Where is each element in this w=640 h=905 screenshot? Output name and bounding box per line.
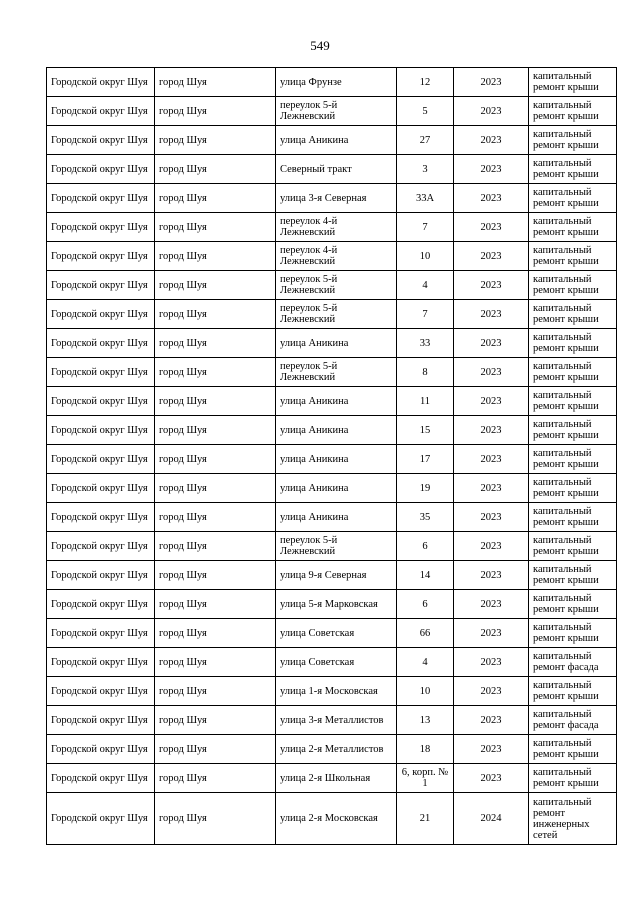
cell-street: переулок 5-й Лежневский <box>276 300 397 329</box>
cell-street: улица Аникина <box>276 416 397 445</box>
cell-city: город Шуя <box>155 764 276 793</box>
cell-street: улица Советская <box>276 648 397 677</box>
cell-district: Городской округ Шуя <box>47 242 155 271</box>
cell-house-number: 33 <box>397 329 454 358</box>
cell-work-type: капитальный ремонт крыши <box>529 416 617 445</box>
cell-year: 2023 <box>454 532 529 561</box>
cell-district: Городской округ Шуя <box>47 706 155 735</box>
table-row <box>47 242 617 271</box>
cell-street: переулок 5-й Лежневский <box>276 358 397 387</box>
cell-city: город Шуя <box>155 271 276 300</box>
cell-street: улица 2-я Школьная <box>276 764 397 793</box>
cell-house-number: 4 <box>397 271 454 300</box>
cell-street: улица 5-я Марковская <box>276 590 397 619</box>
cell-work-type: капитальный ремонт крыши <box>529 97 617 126</box>
cell-district: Городской округ Шуя <box>47 329 155 358</box>
cell-year: 2023 <box>454 271 529 300</box>
cell-year: 2023 <box>454 561 529 590</box>
cell-work-type: капитальный ремонт фасада <box>529 706 617 735</box>
cell-district: Городской округ Шуя <box>47 474 155 503</box>
cell-work-type: капитальный ремонт крыши <box>529 358 617 387</box>
cell-district: Городской округ Шуя <box>47 677 155 706</box>
cell-year: 2023 <box>454 474 529 503</box>
table-row <box>47 445 617 474</box>
cell-house-number: 18 <box>397 735 454 764</box>
cell-work-type: капитальный ремонт фасада <box>529 648 617 677</box>
cell-year: 2023 <box>454 503 529 532</box>
cell-city: город Шуя <box>155 300 276 329</box>
cell-street: улица Советская <box>276 619 397 648</box>
cell-house-number: 7 <box>397 300 454 329</box>
cell-house-number: 33А <box>397 184 454 213</box>
cell-house-number: 6 <box>397 590 454 619</box>
cell-street: переулок 4-й Лежневский <box>276 213 397 242</box>
table-row <box>47 213 617 242</box>
cell-year: 2023 <box>454 648 529 677</box>
cell-house-number: 6, корп. № 1 <box>397 764 454 793</box>
cell-house-number: 35 <box>397 503 454 532</box>
cell-district: Городской округ Шуя <box>47 126 155 155</box>
cell-house-number: 14 <box>397 561 454 590</box>
cell-district: Городской округ Шуя <box>47 416 155 445</box>
cell-street: улица Аникина <box>276 503 397 532</box>
cell-street: Северный тракт <box>276 155 397 184</box>
cell-street: улица Аникина <box>276 387 397 416</box>
cell-district: Городской округ Шуя <box>47 619 155 648</box>
cell-city: город Шуя <box>155 503 276 532</box>
cell-work-type: капитальный ремонт крыши <box>529 126 617 155</box>
cell-year: 2023 <box>454 358 529 387</box>
table-row <box>47 97 617 126</box>
table-row <box>47 677 617 706</box>
cell-district: Городской округ Шуя <box>47 561 155 590</box>
cell-city: город Шуя <box>155 677 276 706</box>
table-row <box>47 300 617 329</box>
cell-street: улица Аникина <box>276 445 397 474</box>
table-row <box>47 68 617 97</box>
cell-work-type: капитальный ремонт крыши <box>529 184 617 213</box>
cell-district: Городской округ Шуя <box>47 155 155 184</box>
cell-city: город Шуя <box>155 619 276 648</box>
cell-work-type: капитальный ремонт крыши <box>529 590 617 619</box>
cell-city: город Шуя <box>155 329 276 358</box>
cell-work-type: капитальный ремонт крыши <box>529 213 617 242</box>
table-body <box>47 68 617 845</box>
cell-street: улица Аникина <box>276 329 397 358</box>
cell-year: 2023 <box>454 590 529 619</box>
table-row <box>47 126 617 155</box>
table-row <box>47 503 617 532</box>
cell-work-type: капитальный ремонт крыши <box>529 329 617 358</box>
cell-year: 2023 <box>454 677 529 706</box>
cell-year: 2023 <box>454 416 529 445</box>
cell-house-number: 7 <box>397 213 454 242</box>
cell-city: город Шуя <box>155 793 276 845</box>
cell-year: 2023 <box>454 126 529 155</box>
cell-work-type: капитальный ремонт крыши <box>529 68 617 97</box>
cell-house-number: 17 <box>397 445 454 474</box>
cell-district: Городской округ Шуя <box>47 387 155 416</box>
cell-year: 2023 <box>454 213 529 242</box>
cell-work-type: капитальный ремонт крыши <box>529 503 617 532</box>
cell-work-type: капитальный ремонт крыши <box>529 735 617 764</box>
cell-year: 2023 <box>454 155 529 184</box>
cell-district: Городской округ Шуя <box>47 764 155 793</box>
cell-year: 2023 <box>454 68 529 97</box>
cell-house-number: 19 <box>397 474 454 503</box>
cell-work-type: капитальный ремонт крыши <box>529 619 617 648</box>
cell-district: Городской округ Шуя <box>47 184 155 213</box>
cell-year: 2023 <box>454 387 529 416</box>
cell-work-type: капитальный ремонт крыши <box>529 242 617 271</box>
cell-work-type: капитальный ремонт крыши <box>529 677 617 706</box>
cell-city: город Шуя <box>155 706 276 735</box>
cell-year: 2023 <box>454 300 529 329</box>
cell-street: улица Фрунзе <box>276 68 397 97</box>
cell-city: город Шуя <box>155 416 276 445</box>
cell-house-number: 13 <box>397 706 454 735</box>
cell-district: Городской округ Шуя <box>47 735 155 764</box>
table-row <box>47 648 617 677</box>
cell-city: город Шуя <box>155 590 276 619</box>
cell-city: город Шуя <box>155 648 276 677</box>
table-row <box>47 155 617 184</box>
cell-house-number: 15 <box>397 416 454 445</box>
cell-city: город Шуя <box>155 155 276 184</box>
cell-city: город Шуя <box>155 532 276 561</box>
table-row <box>47 416 617 445</box>
table-row <box>47 387 617 416</box>
cell-house-number: 12 <box>397 68 454 97</box>
table-row <box>47 735 617 764</box>
cell-work-type: капитальный ремонт крыши <box>529 300 617 329</box>
cell-house-number: 8 <box>397 358 454 387</box>
cell-district: Городской округ Шуя <box>47 68 155 97</box>
cell-city: город Шуя <box>155 184 276 213</box>
cell-work-type: капитальный ремонт инженерных сетей <box>529 793 617 845</box>
cell-district: Городской округ Шуя <box>47 358 155 387</box>
table-row <box>47 271 617 300</box>
cell-work-type: капитальный ремонт крыши <box>529 532 617 561</box>
cell-house-number: 5 <box>397 97 454 126</box>
cell-city: город Шуя <box>155 97 276 126</box>
cell-year: 2023 <box>454 184 529 213</box>
table-row <box>47 764 617 793</box>
cell-district: Городской округ Шуя <box>47 300 155 329</box>
cell-year: 2023 <box>454 445 529 474</box>
cell-house-number: 4 <box>397 648 454 677</box>
table-row <box>47 329 617 358</box>
cell-work-type: капитальный ремонт крыши <box>529 561 617 590</box>
cell-work-type: капитальный ремонт крыши <box>529 271 617 300</box>
cell-street: улица 1-я Московская <box>276 677 397 706</box>
cell-district: Городской округ Шуя <box>47 213 155 242</box>
cell-district: Городской округ Шуя <box>47 648 155 677</box>
table-row <box>47 619 617 648</box>
table-row <box>47 706 617 735</box>
cell-work-type: капитальный ремонт крыши <box>529 764 617 793</box>
cell-street: улица 3-я Северная <box>276 184 397 213</box>
table-row <box>47 532 617 561</box>
cell-district: Городской округ Шуя <box>47 532 155 561</box>
cell-city: город Шуя <box>155 126 276 155</box>
cell-street: улица 9-я Северная <box>276 561 397 590</box>
cell-house-number: 27 <box>397 126 454 155</box>
cell-street: улица 2-я Московская <box>276 793 397 845</box>
cell-work-type: капитальный ремонт крыши <box>529 474 617 503</box>
cell-year: 2023 <box>454 706 529 735</box>
cell-year: 2023 <box>454 97 529 126</box>
cell-street: переулок 5-й Лежневский <box>276 532 397 561</box>
cell-year: 2023 <box>454 329 529 358</box>
cell-year: 2023 <box>454 619 529 648</box>
cell-year: 2023 <box>454 242 529 271</box>
cell-city: город Шуя <box>155 387 276 416</box>
cell-work-type: капитальный ремонт крыши <box>529 155 617 184</box>
cell-district: Городской округ Шуя <box>47 503 155 532</box>
cell-street: переулок 5-й Лежневский <box>276 97 397 126</box>
cell-house-number: 3 <box>397 155 454 184</box>
cell-city: город Шуя <box>155 561 276 590</box>
cell-house-number: 11 <box>397 387 454 416</box>
cell-house-number: 66 <box>397 619 454 648</box>
cell-house-number: 6 <box>397 532 454 561</box>
cell-street: улица Аникина <box>276 474 397 503</box>
cell-district: Городской округ Шуя <box>47 97 155 126</box>
cell-city: город Шуя <box>155 358 276 387</box>
cell-city: город Шуя <box>155 445 276 474</box>
cell-street: улица Аникина <box>276 126 397 155</box>
cell-year: 2023 <box>454 735 529 764</box>
cell-district: Городской округ Шуя <box>47 445 155 474</box>
page-number: 549 <box>310 38 330 53</box>
cell-city: город Шуя <box>155 735 276 764</box>
cell-city: город Шуя <box>155 213 276 242</box>
table-row <box>47 793 617 845</box>
table-row <box>47 184 617 213</box>
cell-year: 2024 <box>454 793 529 845</box>
cell-house-number: 10 <box>397 242 454 271</box>
cell-street: переулок 5-й Лежневский <box>276 271 397 300</box>
cell-work-type: капитальный ремонт крыши <box>529 445 617 474</box>
cell-street: переулок 4-й Лежневский <box>276 242 397 271</box>
table-row <box>47 561 617 590</box>
cell-year: 2023 <box>454 764 529 793</box>
cell-city: город Шуя <box>155 474 276 503</box>
cell-street: улица 2-я Металлистов <box>276 735 397 764</box>
cell-house-number: 10 <box>397 677 454 706</box>
cell-house-number: 21 <box>397 793 454 845</box>
cell-district: Городской округ Шуя <box>47 590 155 619</box>
cell-street: улица 3-я Металлистов <box>276 706 397 735</box>
table-row <box>47 358 617 387</box>
cell-district: Городской округ Шуя <box>47 793 155 845</box>
cell-city: город Шуя <box>155 68 276 97</box>
table-row <box>47 590 617 619</box>
cell-work-type: капитальный ремонт крыши <box>529 387 617 416</box>
table-row <box>47 474 617 503</box>
housing-repair-table <box>46 67 617 845</box>
cell-district: Городской округ Шуя <box>47 271 155 300</box>
cell-city: город Шуя <box>155 242 276 271</box>
